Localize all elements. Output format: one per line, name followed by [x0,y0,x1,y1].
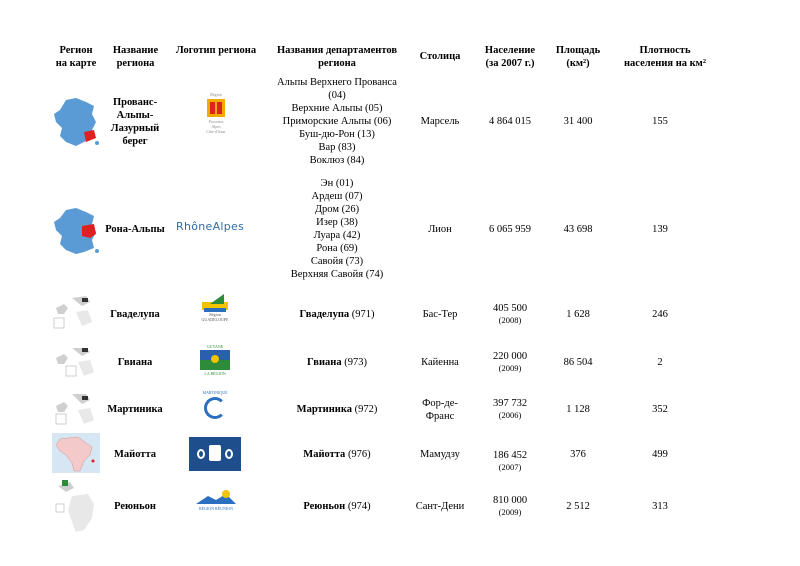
row-3-population [472,302,548,325]
row-6-department [262,448,412,461]
map-reunion-icon [52,478,100,534]
logo-guyane-emblem-icon [200,350,230,370]
row-2-dep-4: Изер (38) [316,217,358,228]
row-1-density: 155 [652,116,668,127]
row-4-density: 2 [657,357,663,368]
row-3-name-line1: Гваделупа [110,309,160,320]
row-1-dep-1b: (04) [328,90,346,101]
header-name-line2: региона [116,58,155,69]
row-2-dep-3: Дром (26) [314,204,360,215]
row-7-department [262,500,412,513]
header-density [605,44,725,70]
header-population-line1: Население [484,45,536,56]
map-france-rhone-alpes-icon [52,206,100,256]
row-5-population [472,397,548,420]
row-5-population-year: (2006) [498,410,522,420]
logo-guyane [196,344,234,384]
row-1-name-line3: Лазурный [110,123,160,134]
map-guyane-icon [52,346,100,378]
row-2-dep-5: Луара (42) [313,230,361,241]
row-3-population-value: 405 500 [492,303,528,314]
row-3-name [100,308,170,321]
row-2-dep-8: Верхняя Савойя (74) [290,269,384,280]
header-name-line1: Название [112,45,159,56]
row-1-name [100,96,170,148]
row-7-area: 2 512 [566,501,590,512]
row-6-capital: Мамудзу [420,449,460,460]
logo-provence-emblem-icon [207,99,225,117]
row-5-density: 352 [652,404,668,415]
logo-mayotte-emblem-icon [209,445,221,461]
logo-reunion-emblem-icon [192,490,240,506]
row-4-dep-bold: Гвиана [307,357,342,368]
logo-mayotte [189,437,241,471]
header-departments-line2: региона [318,58,356,69]
header-area-line1: Площадь [555,45,601,56]
row-3-dep-bold: Гваделупа [299,309,350,320]
logo-provence-text2: Provence [208,119,224,124]
header-map-line1: Регион [59,45,93,56]
row-7-population [472,494,548,517]
row-4-population-year: (2009) [498,363,522,373]
row-7-dep-code: (974) [345,501,371,512]
logo-martinique-emblem-icon [204,397,226,419]
logo-provence [196,92,236,154]
logo-guadeloupe [196,294,234,338]
row-7-population-year: (2009) [498,507,522,517]
map-africa-mayotte-icon [52,433,100,473]
row-2-departments [262,177,412,281]
logo-martinique [196,390,234,430]
row-4-population [472,350,548,373]
logo-guyane-text1: GUYANE [206,344,224,349]
row-5-name [100,403,170,416]
row-6-dep-code: (976) [345,449,371,460]
row-5-department [262,403,412,416]
row-1-dep-6: Воклюз (84) [309,155,365,166]
row-1-dep-3: Приморские Альпы (06) [282,116,392,127]
row-1-capital: Марсель [420,116,460,127]
row-1-name-line4: берег [122,136,148,147]
row-3-capital: Бас-Тер [422,309,458,320]
row-6-population-year: (2007) [498,462,522,472]
row-5-capital [410,397,470,423]
row-3-population-year: (2008) [498,315,522,325]
row-4-department [262,356,412,369]
row-2-area: 43 698 [563,224,593,235]
row-6-population-value: 186 452 [492,450,528,461]
row-1-name-line1: Прованс- [112,97,158,108]
row-3-dep-code: (971) [349,309,375,320]
header-area [548,44,608,70]
header-departments [262,44,412,70]
row-3-area: 1 628 [566,309,590,320]
row-5-area: 1 128 [566,404,590,415]
header-map [52,44,100,70]
row-6-name-line1: Майотта [113,449,156,460]
row-2-dep-1: Эн (01) [320,178,354,189]
row-7-capital: Сант-Дени [415,501,465,512]
row-2-dep-7: Савойя (73) [310,256,364,267]
logo-guadeloupe-text1: Région [209,312,221,317]
logo-provence-text1: Région [210,92,222,97]
row-1-name-line2: Альпы- [116,110,154,121]
header-departments-line1: Названия департаментов [276,45,397,56]
row-7-name [100,500,170,513]
header-population-line2: (за 2007 г.) [485,58,535,69]
map-martinique-icon [52,392,100,428]
row-2-name-line1: Рона-Альпы [105,224,165,235]
header-density-line1: Плотность [639,45,691,56]
row-4-population-value: 220 000 [492,351,528,362]
row-2-density: 139 [652,224,668,235]
header-name [103,44,168,70]
header-population [472,44,548,70]
row-1-dep-1: Альпы Верхнего Прованса [277,77,397,88]
row-6-density: 499 [652,449,668,460]
row-2-dep-6: Рона (69) [316,243,358,254]
row-5-population-value: 397 732 [492,398,528,409]
row-1-area: 31 400 [563,116,593,127]
row-6-area: 376 [570,449,586,460]
row-5-dep-bold: Мартиника [296,404,352,415]
row-1-departments [262,76,412,167]
row-1-population: 4 864 015 [489,116,531,127]
header-density-line2: населения на км² [624,58,706,69]
row-1-dep-2: Верхние Альпы (05) [291,103,383,114]
row-2-population: 6 065 959 [489,224,531,235]
logo-rhone-alpes: RhôneAlpes [176,220,245,233]
row-6-dep-bold: Майотта [303,449,346,460]
header-capital: Столица [419,51,461,62]
row-3-department [262,308,412,321]
map-guadeloupe-icon [52,294,100,330]
row-4-area: 86 504 [563,357,593,368]
row-1-dep-5: Вар (83) [318,142,356,153]
logo-provence-text4: Côte d'Azur [206,129,226,134]
row-4-name-line1: Гвиана [117,357,153,368]
logo-provence-text3: Alpes [211,124,221,129]
row-6-population [472,449,548,472]
row-2-name [100,223,170,236]
row-7-density: 313 [652,501,668,512]
row-2-dep-2: Ардеш (07) [311,191,363,202]
row-5-name-line1: Мартиника [107,404,163,415]
row-7-dep-bold: Реюньон [303,501,346,512]
row-4-dep-code: (973) [341,357,367,368]
row-6-name [100,448,170,461]
logo-guadeloupe-emblem-icon [200,294,230,312]
row-2-capital: Лион [428,224,452,235]
logo-reunion-text: RÉGION RÉUNION [198,506,234,511]
map-france-provence-icon [52,96,100,148]
row-5-dep-code: (972) [351,404,378,415]
row-4-capital: Кайенна [421,357,459,368]
logo-guyane-text2: LA RÉGION [204,371,226,376]
header-area-line2: (км²) [566,58,590,69]
row-3-density: 246 [652,309,668,320]
logo-guadeloupe-text2: GUADELOUPE [201,317,229,322]
logo-reunion [190,490,242,518]
row-5-capital-line1: Фор-де- [422,398,458,409]
row-5-capital-line2: Франс [425,411,455,422]
header-logo: Логотип региона [175,45,257,56]
row-4-name [100,356,170,369]
header-map-line2: на карте [55,58,97,69]
row-7-population-value: 810 000 [492,495,528,506]
row-1-dep-4: Буш-дю-Рон (13) [299,129,375,140]
row-7-name-line1: Реюньон [114,501,156,512]
logo-martinique-text1: MARTINIQUE [202,390,228,395]
